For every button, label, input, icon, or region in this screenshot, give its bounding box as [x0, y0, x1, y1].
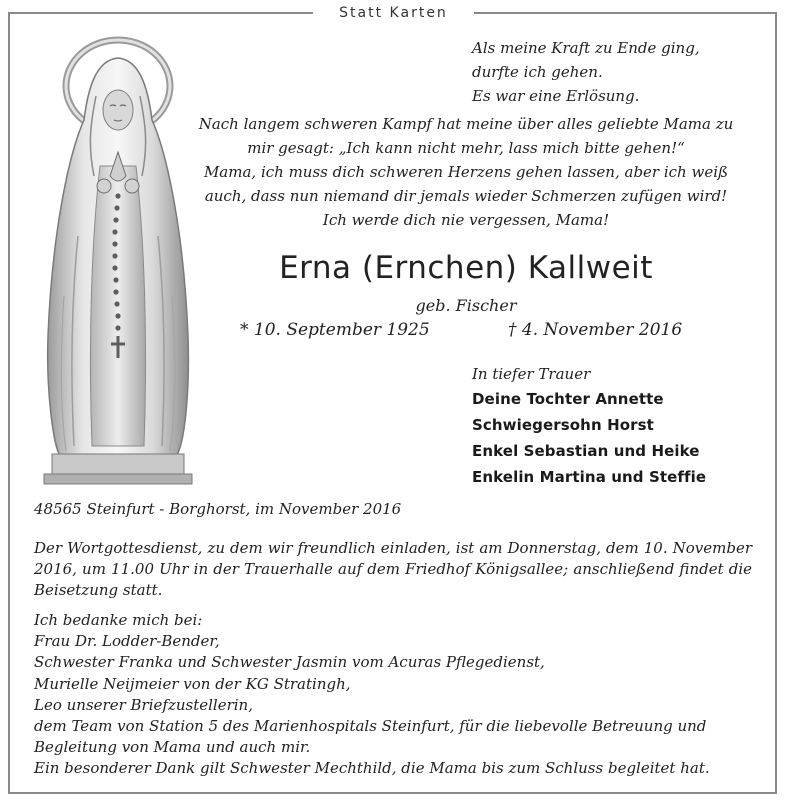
mourner-name: Deine Tochter Annette: [472, 390, 664, 408]
poem-line: Als meine Kraft zu Ende ging,: [472, 39, 700, 57]
header-label-text: Statt Karten: [313, 5, 474, 21]
birth-date: * 10. September 1925: [240, 320, 430, 340]
quote-line: Nach langem schweren Kampf hat meine über alles geliebte Mama zu: [198, 115, 734, 133]
mourners-block: [472, 362, 762, 490]
mourner-name: Enkelin Martina und Steffie: [472, 468, 707, 486]
poem-line: durfte ich gehen.: [472, 63, 603, 81]
maiden-name: geb. Fischer: [415, 296, 517, 315]
thanks-line: Ein besonderer Dank gilt Schwester Mechthild, die Mama bis zum Schluss begleitet hat.: [34, 759, 710, 778]
thanks-block: [34, 610, 758, 780]
quote-line: mir gesagt: „Ich kann nicht mehr, lass mich bitte gehen!“: [247, 139, 685, 157]
mourners-intro: In tiefer Trauer: [472, 365, 591, 383]
thanks-line: Schwester Franka und Schwester Jasmin vom Acuras Pflegedienst,: [34, 653, 545, 672]
madonna-statue-icon: [38, 36, 198, 486]
mourner-name: Enkel Sebastian und Heike: [472, 442, 700, 460]
quote-line: auch, dass nun niemand dir jemals wieder Schmerzen zufügen wird!: [204, 187, 728, 205]
mourner-name: Schwiegersohn Horst: [472, 416, 654, 434]
quote-line: Ich werde dich nie vergessen, Mama!: [322, 211, 610, 229]
quote-line: Mama, ich muss dich schweren Herzens gehen lassen, aber ich weiß: [203, 163, 729, 181]
deceased-name: Erna (Ernchen) Kallweit: [279, 250, 653, 286]
thanks-line: Leo unserer Briefzustellerin,: [34, 695, 253, 714]
poem-line: Es war eine Erlösung.: [472, 87, 640, 105]
thanks-line: Begleitung von Mama und auch mir.: [34, 738, 311, 757]
poem: [472, 36, 772, 108]
thanks-line: dem Team von Station 5 des Marienhospitals Steinfurt, für die liebevolle Betreuung und: [34, 717, 707, 736]
thanks-line: Murielle Neijmeier von der KG Stratingh,: [34, 674, 351, 693]
death-date: † 4. November 2016: [508, 320, 683, 340]
thanks-line: Ich bedanke mich bei:: [34, 611, 203, 629]
service-announcement: Der Wortgottesdienst, zu dem wir freundlich einladen, ist am Donnerstag, dem 10. November 2016, um 11.00 Uhr in der Trauerhalle auf dem Friedhof Königsallee; anschließend findet die Beisetzung statt.: [34, 539, 752, 599]
place-date: 48565 Steinfurt - Borghorst, im November 2016: [34, 500, 402, 518]
farewell-quote: [188, 112, 744, 232]
thanks-line: Frau Dr. Lodder-Bender,: [34, 632, 220, 651]
